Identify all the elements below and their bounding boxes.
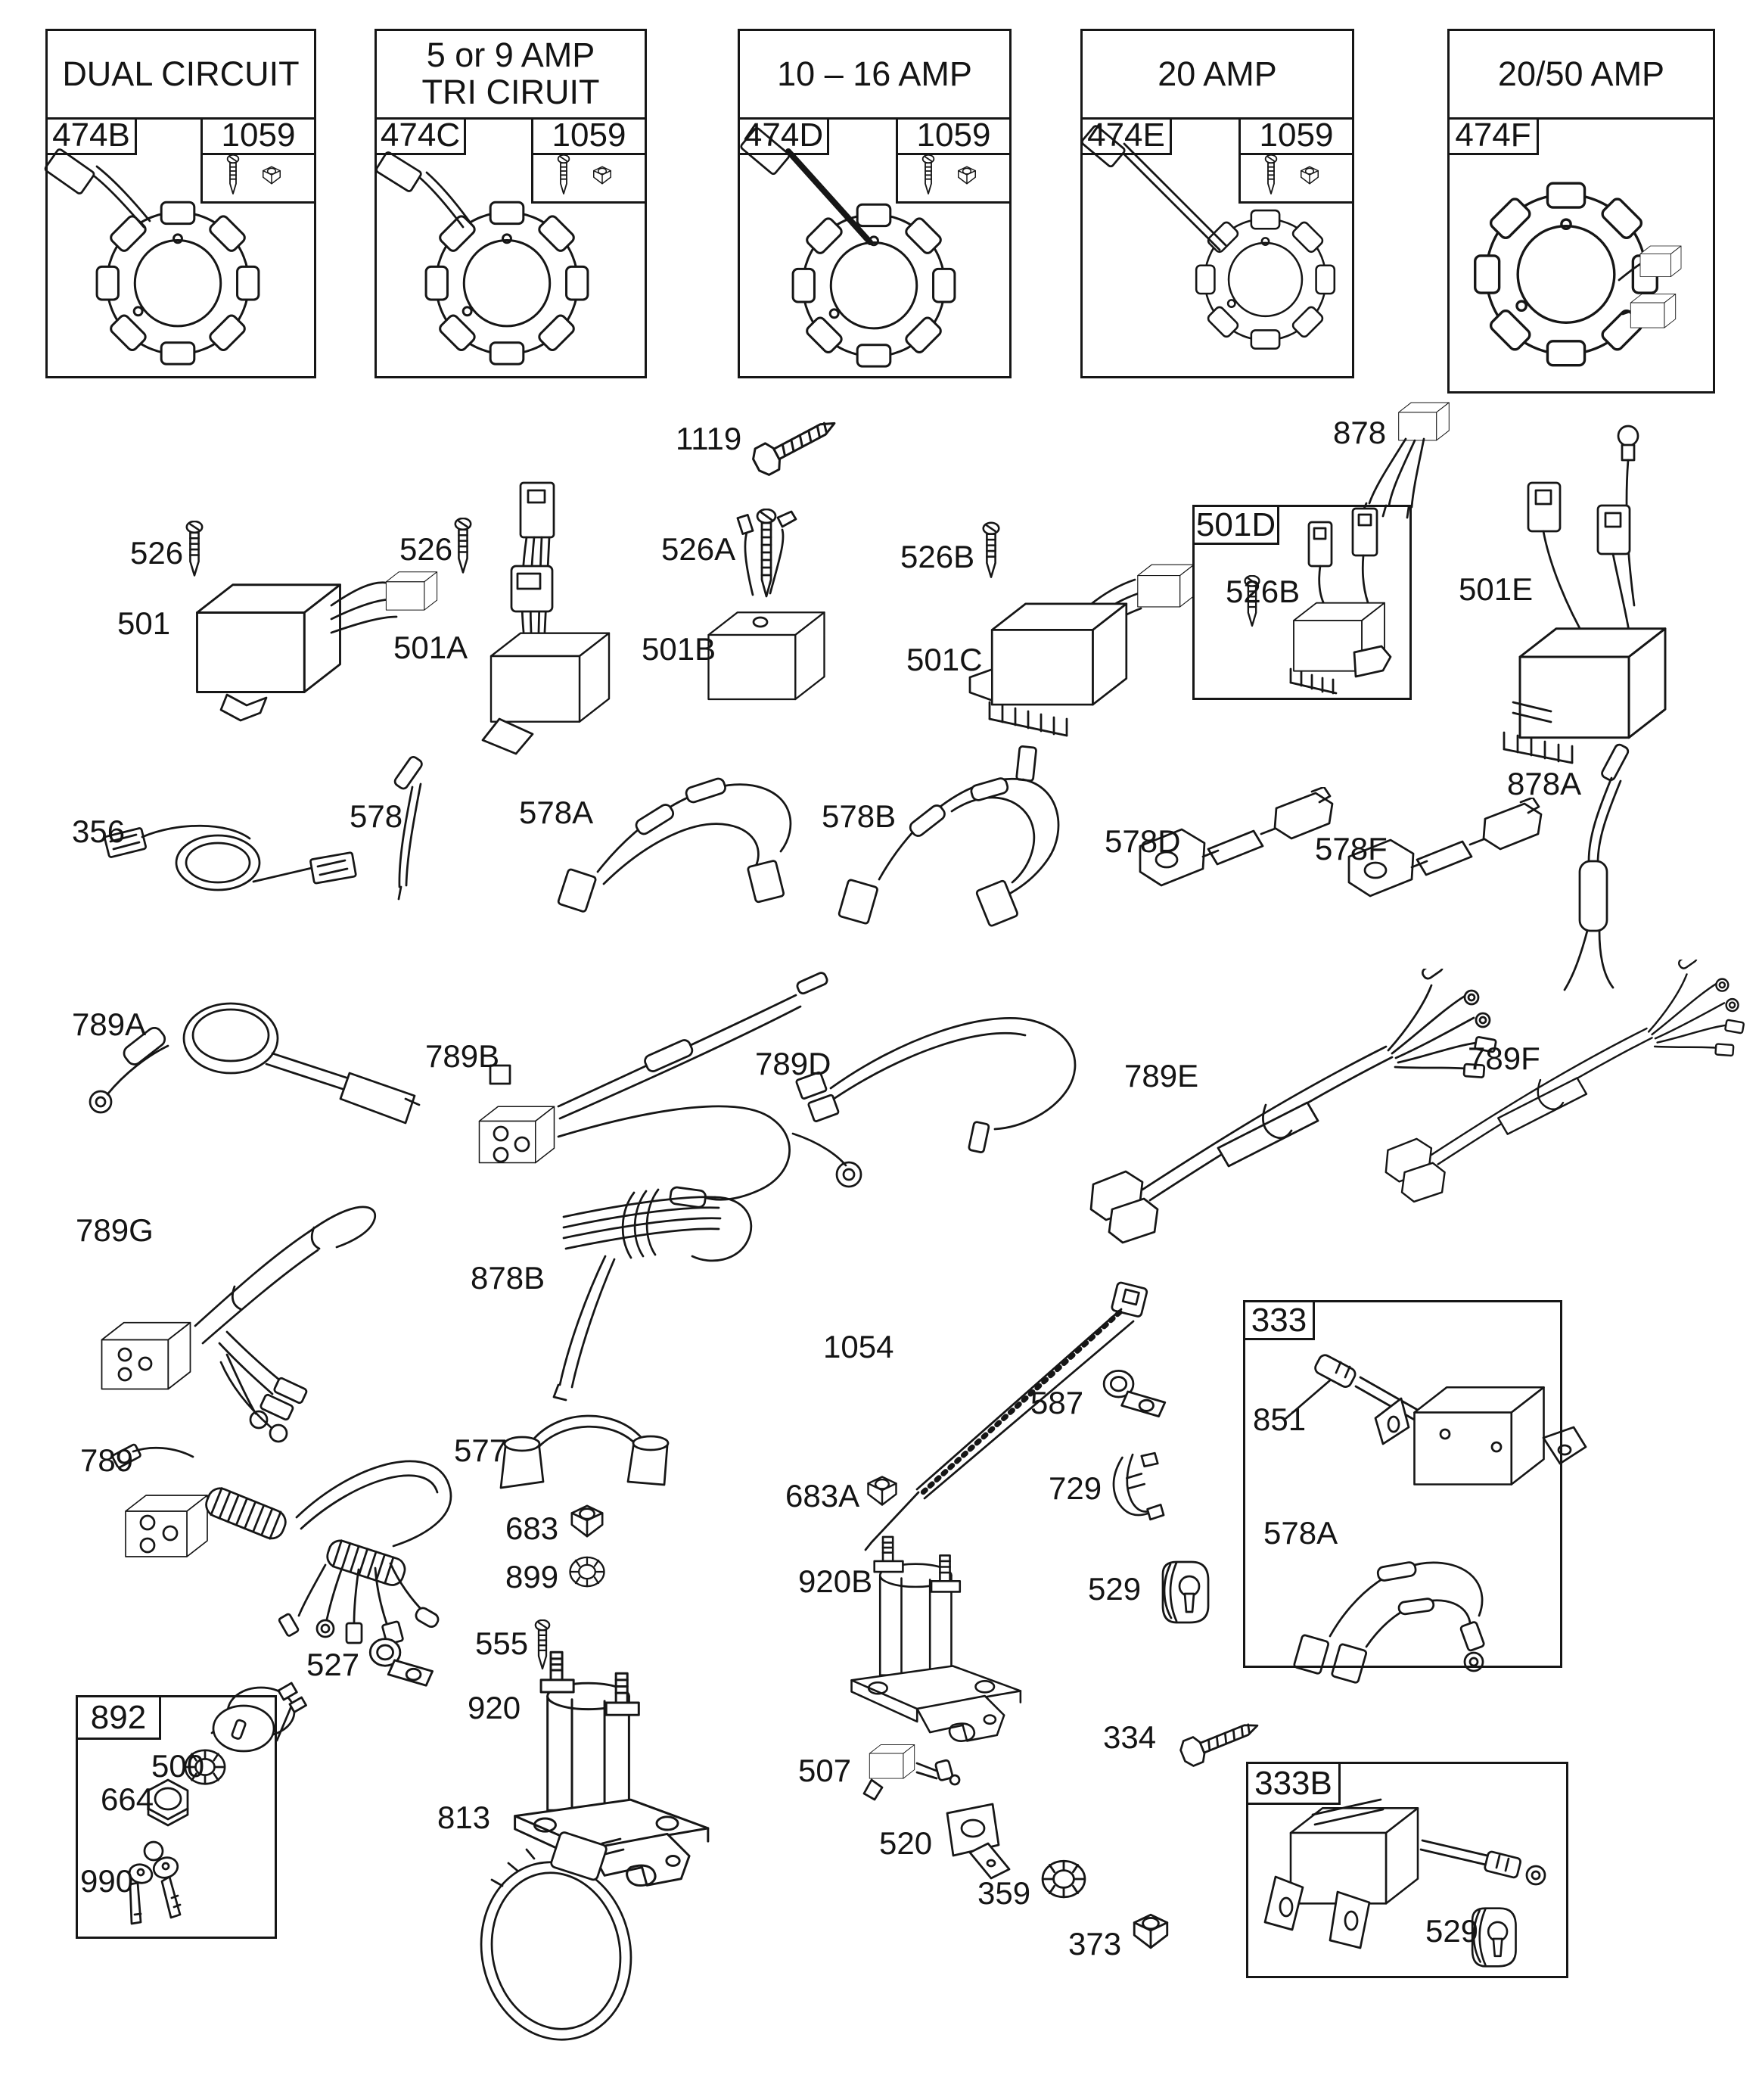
part-label-501c: 501C	[906, 642, 983, 677]
part-label-334: 334	[1103, 1719, 1157, 1755]
title-line: 20/50 AMP	[1497, 54, 1665, 93]
inset-box-333b	[1246, 1762, 1568, 1978]
part-label-1054: 1054	[823, 1329, 894, 1364]
screw-drawing-526-1	[187, 521, 202, 576]
fastener-icons-cell	[200, 155, 314, 204]
part-label-920: 920	[468, 1690, 521, 1725]
part-label-526b-2: 526B	[1226, 574, 1301, 609]
part-label-899: 899	[505, 1559, 559, 1594]
part-label-520: 520	[879, 1825, 933, 1861]
section-box-10-16-amp	[738, 29, 1012, 378]
clamp-drawing-527	[370, 1639, 432, 1685]
part-label-501e: 501E	[1459, 571, 1534, 607]
part-label-878: 878	[1333, 415, 1387, 450]
part-ref-474c: 474C	[377, 117, 466, 155]
part-label-526-1: 526	[130, 535, 184, 571]
fastener-ref-1059: 1059	[1238, 117, 1352, 155]
grommet-drawing-529-1	[1163, 1562, 1208, 1622]
clip-drawing-729	[1114, 1453, 1164, 1520]
part-label-789a: 789A	[72, 1006, 147, 1042]
part-label-729: 729	[1049, 1470, 1102, 1506]
part-ref-474b: 474B	[48, 117, 137, 155]
part-label-789g: 789G	[76, 1212, 154, 1248]
bolt-drawing-334	[1178, 1713, 1263, 1769]
title-line: TRI CIRUIT	[421, 73, 600, 111]
inset-box-892-label: 892	[78, 1697, 161, 1740]
title-line: 5 or 9 AMP	[426, 36, 595, 75]
part-label-501: 501	[117, 605, 171, 641]
part-label-878a: 878A	[1507, 766, 1582, 801]
part-ref-474e: 474E	[1083, 117, 1172, 155]
inset-box-333b-label: 333B	[1248, 1764, 1341, 1805]
section-title-10-16-amp	[740, 31, 1009, 120]
part-label-920b: 920B	[798, 1563, 873, 1599]
section-title-tri-circuit	[377, 31, 645, 120]
part-label-529-2: 529	[1425, 1913, 1479, 1949]
part-label-578b: 578B	[822, 798, 897, 834]
part-label-789: 789	[80, 1442, 134, 1478]
section-title-dual-circuit	[48, 31, 314, 120]
fastener-ref-1059: 1059	[896, 117, 1009, 155]
regulator-drawing-501a	[483, 483, 609, 754]
screw-drawing-526b	[984, 523, 999, 577]
part-label-587: 587	[1030, 1385, 1084, 1420]
section-box-dual-circuit	[45, 29, 316, 378]
part-label-789f: 789F	[1468, 1041, 1540, 1076]
bracket-drawing-520	[947, 1804, 1009, 1878]
title-line: 20 AMP	[1158, 54, 1277, 93]
part-label-507: 507	[798, 1753, 852, 1788]
part-label-878b: 878B	[471, 1260, 545, 1296]
inset-box-333	[1243, 1300, 1562, 1668]
clamp-drawing-587	[1104, 1370, 1165, 1416]
part-label-789e: 789E	[1124, 1058, 1199, 1094]
part-label-578a: 578A	[519, 795, 594, 830]
part-label-1119: 1119	[676, 421, 742, 456]
nut-drawing-683	[572, 1506, 602, 1536]
solenoid-drawing-920	[515, 1652, 708, 1885]
cable-tie-drawing-1054	[866, 1282, 1148, 1550]
part-label-683: 683	[505, 1510, 559, 1546]
part-label-356: 356	[72, 814, 126, 849]
part-label-683a: 683A	[785, 1478, 860, 1514]
washer-drawing-899	[570, 1557, 604, 1586]
part-label-529-1: 529	[1088, 1571, 1142, 1607]
bolt-drawing-1119	[749, 410, 841, 478]
part-label-526a: 526A	[661, 531, 736, 567]
part-label-373: 373	[1068, 1926, 1122, 1962]
part-label-578d: 578D	[1105, 823, 1181, 859]
part-label-578f: 578F	[1315, 831, 1388, 866]
fastener-ref-1059: 1059	[200, 117, 314, 155]
nut-drawing-373	[1134, 1915, 1167, 1948]
part-ref-474f: 474F	[1450, 117, 1539, 155]
part-label-578: 578	[350, 798, 403, 834]
part-label-526b: 526B	[900, 539, 975, 574]
part-label-892-500: 500	[151, 1748, 205, 1784]
part-label-501b: 501B	[642, 631, 716, 667]
fastener-icons-cell	[896, 155, 1009, 204]
part-ref-474d: 474D	[740, 117, 829, 155]
part-label-501a: 501A	[393, 630, 468, 665]
inset-box-333-label: 333	[1245, 1302, 1315, 1340]
harness-drawing-789	[112, 1444, 451, 1644]
title-line: 10 – 16 AMP	[777, 54, 972, 93]
title-line: DUAL CIRCUIT	[62, 54, 300, 93]
part-label-789d: 789D	[755, 1046, 831, 1081]
section-title-20-amp	[1083, 31, 1352, 120]
nut-drawing-683a	[869, 1477, 897, 1505]
part-label-526-2: 526	[399, 531, 453, 567]
part-label-527: 527	[306, 1647, 360, 1682]
switch-drawing-507	[864, 1745, 959, 1800]
part-label-813: 813	[437, 1800, 491, 1835]
part-label-555: 555	[475, 1626, 529, 1661]
fastener-icons-cell	[1238, 155, 1352, 204]
wire-drawing-356	[104, 826, 356, 890]
part-label-892-990: 990	[80, 1863, 134, 1899]
screw-drawing-526-2	[455, 518, 471, 573]
washer-drawing-359	[1043, 1861, 1085, 1897]
solenoid-drawing-920b	[852, 1537, 1021, 1741]
section-box-20-50-amp	[1447, 29, 1715, 394]
section-title-20-50-amp	[1450, 31, 1713, 120]
regulator-drawing-501c	[970, 565, 1194, 736]
part-label-577: 577	[454, 1433, 508, 1468]
fastener-icons-cell	[531, 155, 645, 204]
harness-drawing-578b	[838, 746, 1058, 926]
wire-drawing-878b	[554, 1190, 751, 1400]
harness-drawing-789d	[796, 1018, 1075, 1153]
inset-box-501d-label: 501D	[1195, 507, 1279, 545]
fastener-ref-1059: 1059	[531, 117, 645, 155]
part-label-892-664: 664	[101, 1781, 154, 1817]
section-box-tri-circuit	[374, 29, 647, 378]
part-label-578a-2: 578A	[1263, 1515, 1338, 1551]
harness-drawing-789e	[1091, 960, 1496, 1243]
jumper-drawing-577	[501, 1416, 668, 1488]
part-label-789b: 789B	[425, 1038, 500, 1074]
section-box-20-amp	[1080, 29, 1354, 378]
screw-drawing-555	[536, 1620, 549, 1669]
part-label-359: 359	[977, 1875, 1031, 1911]
part-label-851: 851	[1253, 1402, 1307, 1437]
